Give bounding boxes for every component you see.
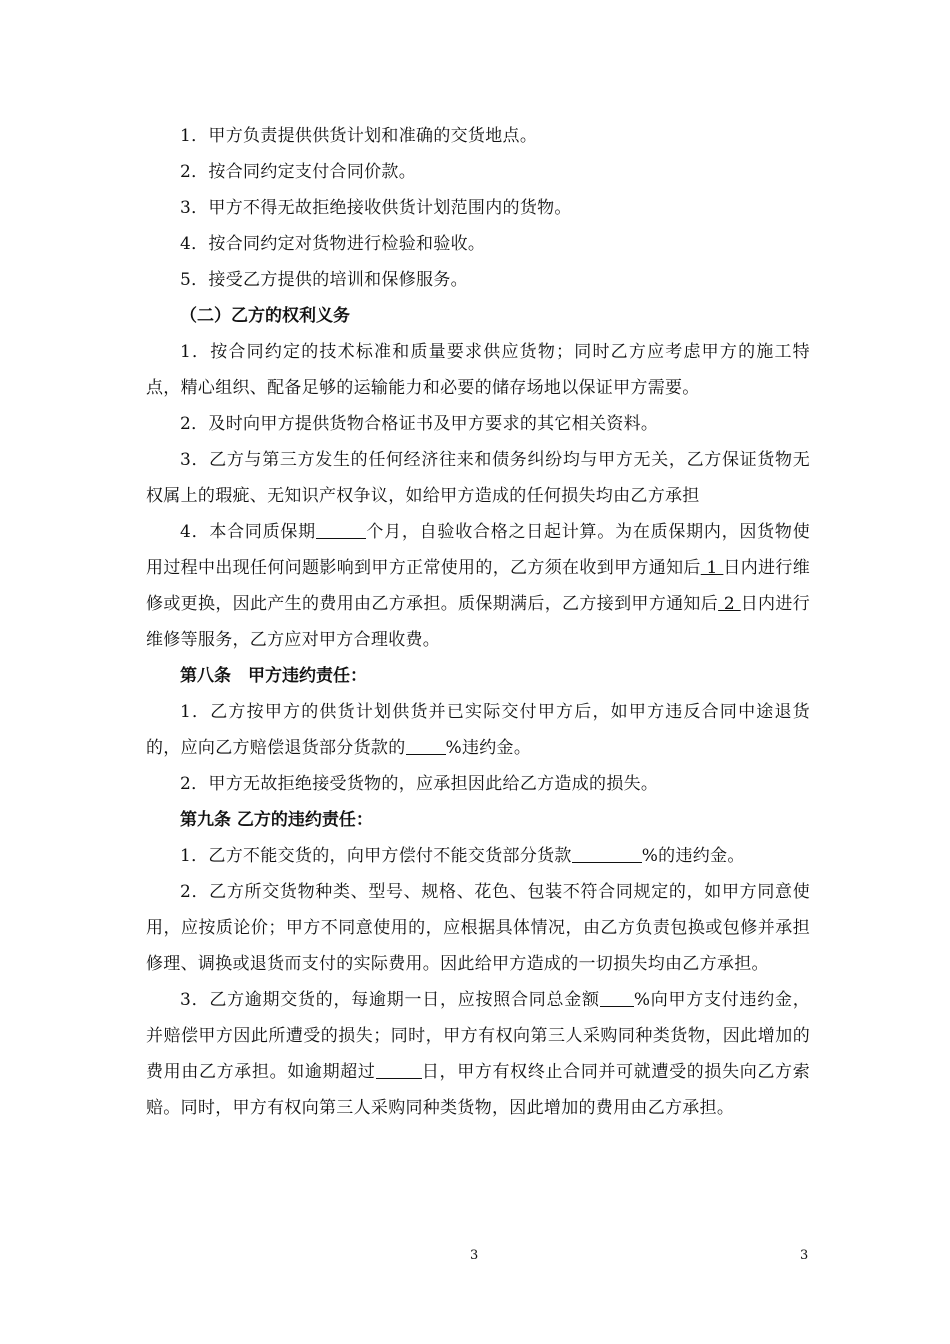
warranty-months-blank [316, 520, 366, 539]
clause-d2: 2．乙方所交货物种类、型号、规格、花色、包装不符合同规定的，如甲方同意使用，应按质论价；甲方不同意使用的，应根据具体情况，由乙方负责包换或包修并承担修理、调换或退货而支付的实际费用。因此给甲方造成的一切损失均由乙方承担。 [146, 882, 810, 974]
clause-b2: 2．及时向甲方提供货物合格证书及甲方要求的其它相关资料。 [180, 414, 659, 434]
clause-b4-text-2: 个月，自验收合格之日起计算。为在质保期内，因货物使用过程中出现任何问题影响到甲方正常使用的，乙方须在收到甲方通知后 [146, 522, 810, 578]
penalty-percent-blank [406, 736, 446, 755]
clause-c2: 2．甲方无故拒绝接受货物的，应承担因此给乙方造成的损失。 [180, 774, 659, 794]
page-number-left: 3 [470, 1248, 479, 1263]
article-9-heading: 第九条 乙方的违约责任： [180, 810, 373, 830]
nondelivery-percent-blank [572, 844, 642, 863]
clause-b3: 3．乙方与第三方发生的任何经济往来和债务纠纷均与甲方无关，乙方保证货物无权属上的瑕疵、无知识产权争议，如给甲方造成的任何损失均由乙方承担 [146, 450, 810, 506]
clause-a5: 5．接受乙方提供的培训和保修服务。 [180, 270, 468, 290]
document-body [146, 118, 810, 1126]
article-8-heading: 第八条 甲方违约责任： [180, 666, 367, 686]
clause-d1-text-2: %的违约金。 [641, 846, 745, 866]
clause-c1-text-2: %违约金。 [445, 738, 532, 758]
clause-a1: 1．甲方负责提供供货计划和准确的交货地点。 [180, 126, 538, 146]
clause-d1-text-1: 1．乙方不能交货的，向甲方偿付不能交货部分货款 [180, 846, 572, 866]
clause-a2: 2．按合同约定支付合同价款。 [180, 162, 417, 182]
clause-d1 [146, 838, 810, 874]
clause-c1 [146, 694, 810, 766]
repair-days-value: 1 [700, 558, 724, 578]
clause-d3-text-3: 日，甲方有权终止合同并可就遭受的损失向乙方索赔。同时，甲方有权向第三人采购同种类货物，因此增加的费用由乙方承担。 [146, 1062, 810, 1118]
clause-d3-text-2: %向甲方支付违约金，并赔偿甲方因此所遭受的损失；同时，甲方有权向第三人采购同种类货物，因此增加的费用由乙方承担。如逾期超过 [146, 990, 811, 1082]
section-heading-party-b-rights: （二）乙方的权利义务 [180, 306, 350, 326]
clause-b4 [146, 514, 810, 658]
clause-a4: 4．按合同约定对货物进行检验和验收。 [180, 234, 486, 254]
service-days-value: 2 [718, 594, 741, 614]
clause-a3: 3．甲方不得无故拒绝接收供货计划范围内的货物。 [180, 198, 572, 218]
clause-b4-text-3: 日内进行维修或更换，因此产生的费用由乙方承担。质保期满后，乙方接到甲方通知后 [146, 558, 811, 614]
clause-c1-text-1: 1．乙方按甲方的供货计划供货并已实际交付甲方后，如甲方违反合同中途退货的，应向乙方赔偿退货部分货款的 [146, 702, 810, 758]
late-delivery-percent-blank [600, 988, 634, 1007]
clause-d3-text-1: 3．乙方逾期交货的，每逾期一日，应按照合同总金额 [180, 990, 600, 1010]
clause-b4-text-1: 4．本合同质保期 [180, 522, 316, 542]
page-number-right: 3 [800, 1248, 809, 1263]
overdue-days-blank [376, 1060, 422, 1079]
clause-b1: 1．按合同约定的技术标准和质量要求供应货物；同时乙方应考虑甲方的施工特点，精心组织、配备足够的运输能力和必要的储存场地以保证甲方需要。 [146, 342, 810, 398]
clause-d3 [146, 982, 810, 1126]
clause-b4-text-4: 日内进行维修等服务，乙方应对甲方合理收费。 [146, 594, 811, 650]
